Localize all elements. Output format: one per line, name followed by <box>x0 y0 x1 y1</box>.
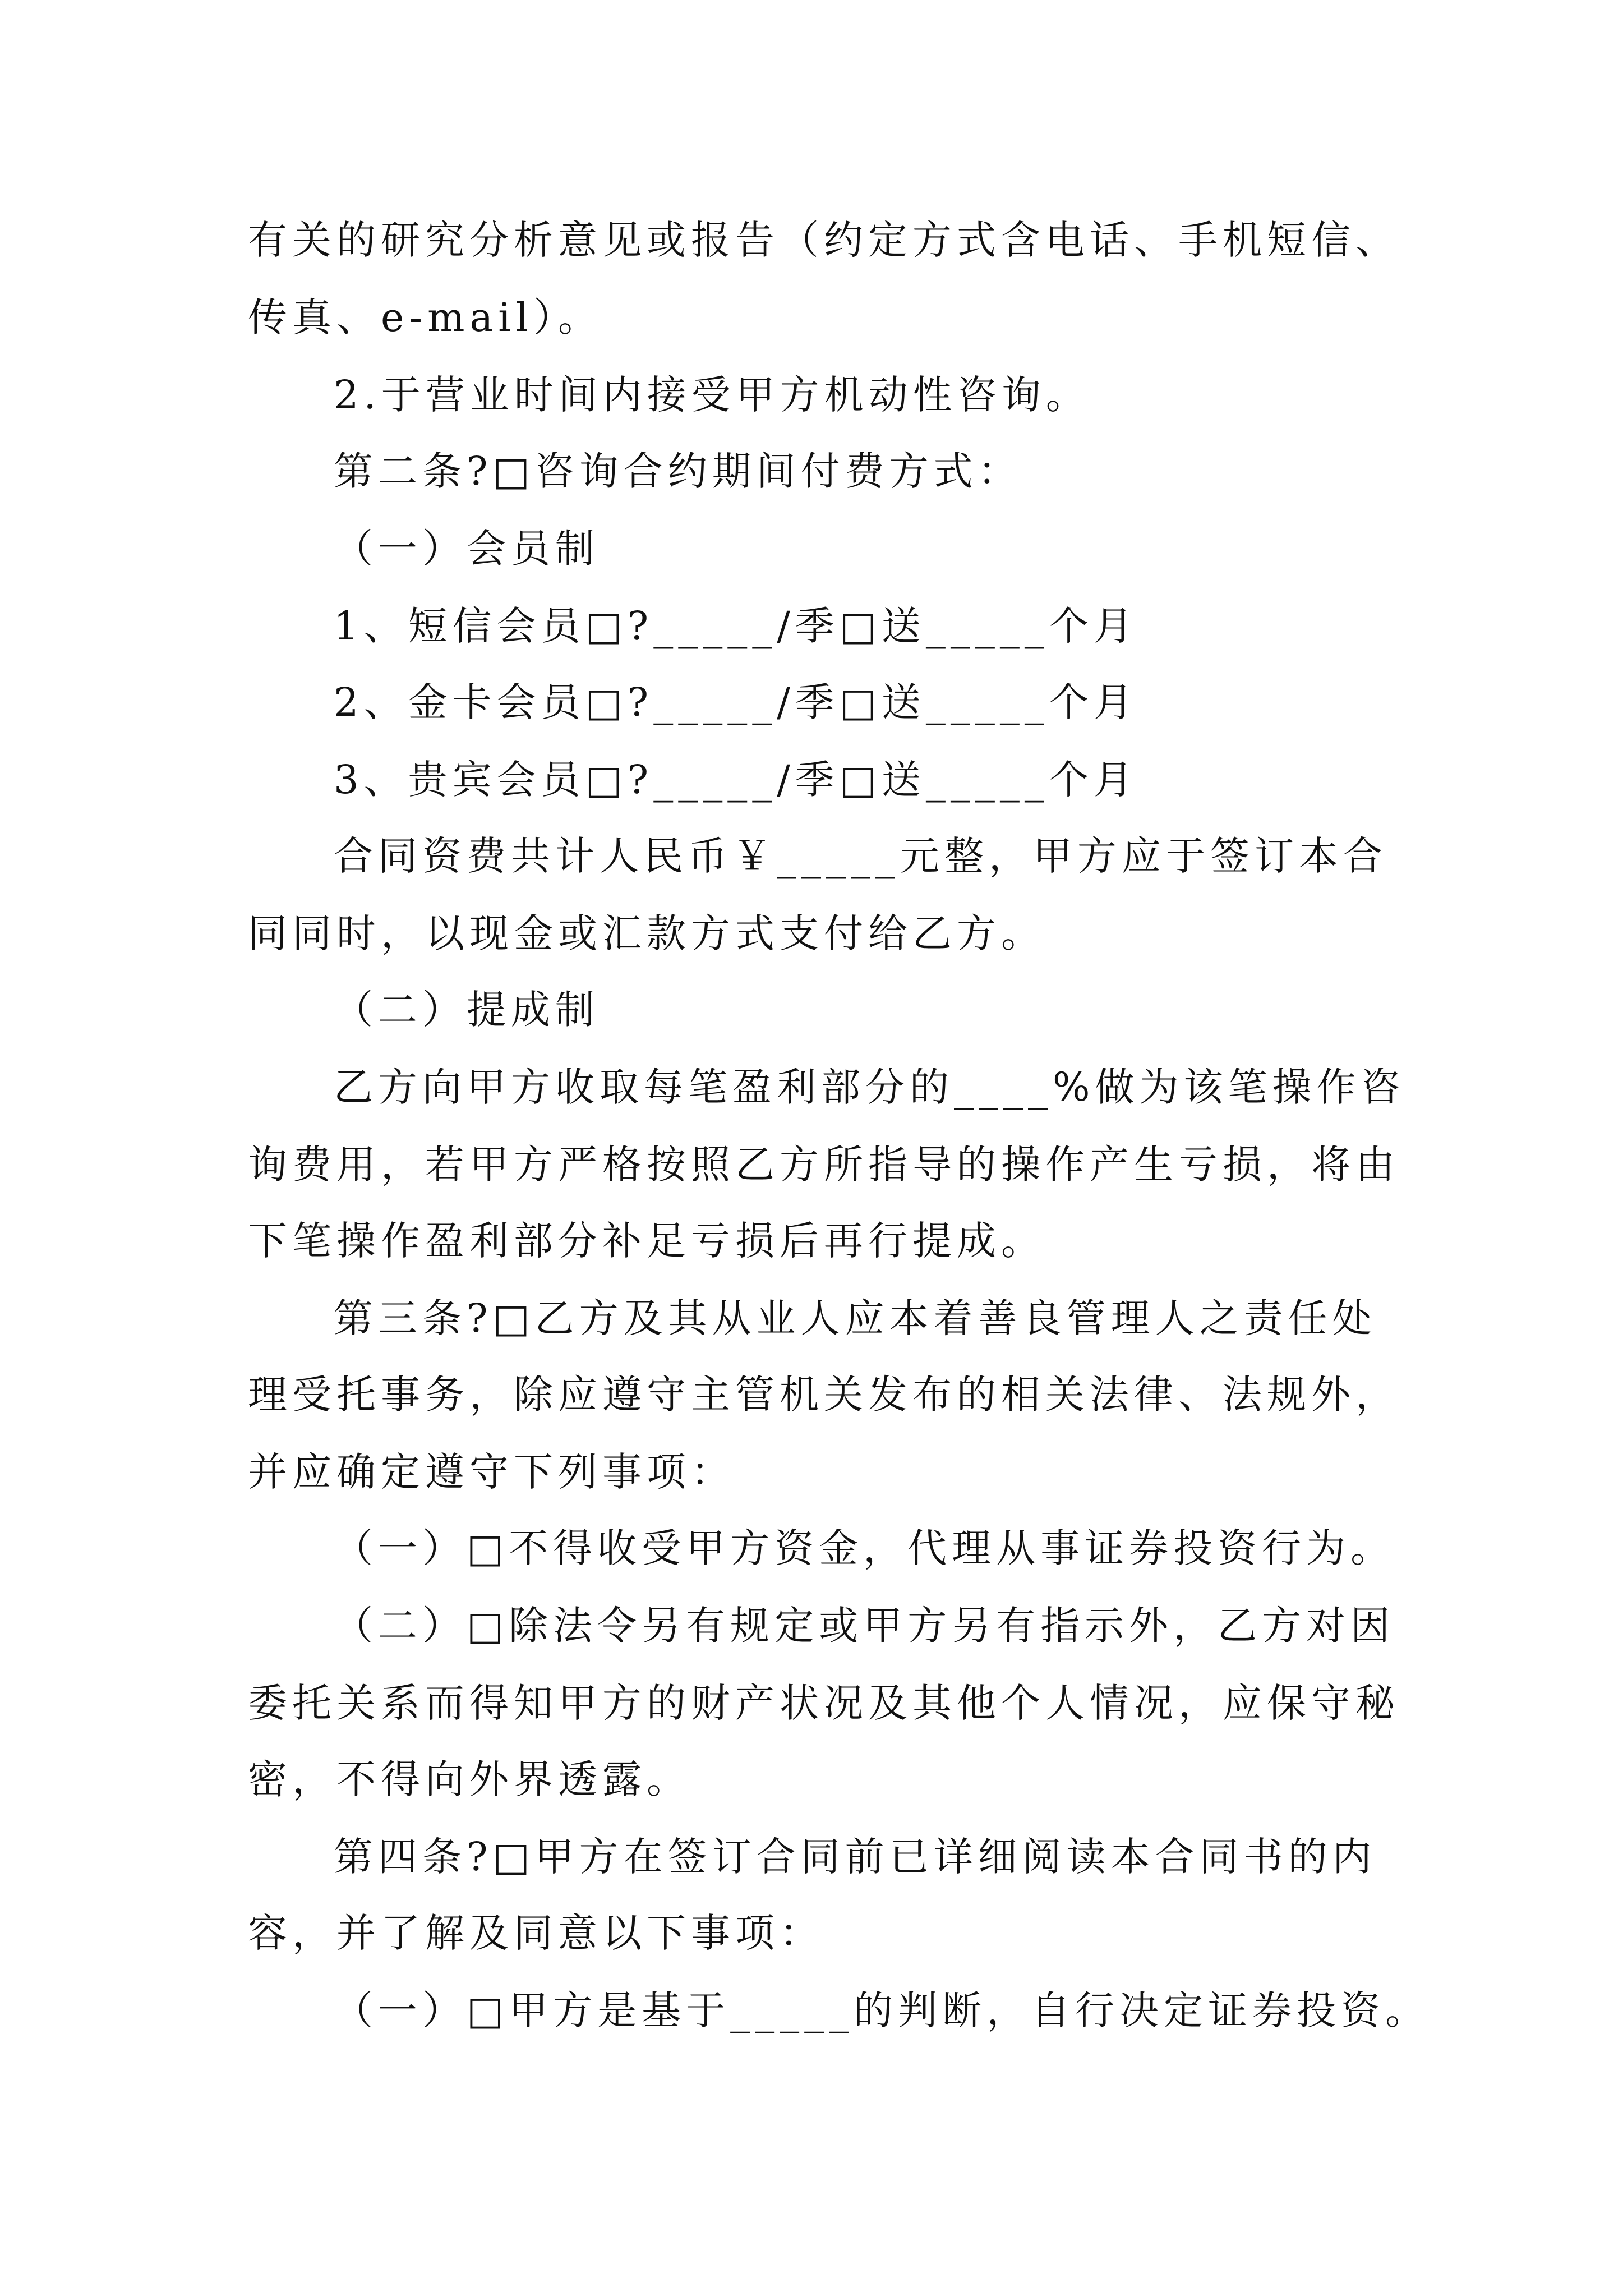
text-line: 下笔操作盈利部分补足亏损后再行提成。 <box>248 1218 1045 1264</box>
text-line: （一）□甲方是基于_____的判断，自行决定证券投资。 <box>334 1987 1430 2033</box>
section-heading: （一）会员制 <box>334 526 600 572</box>
text-line: 容，并了解及同意以下事项： <box>248 1910 824 1956</box>
section-heading: （二）提成制 <box>334 987 600 1033</box>
text-line: 密，不得向外界透露。 <box>248 1756 691 1802</box>
article-heading: 第四条?□甲方在签订合同前已详细阅读本合同书的内 <box>334 1834 1377 1880</box>
text-line: 2.于营业时间内接受甲方机动性咨询。 <box>334 372 1090 418</box>
text-line: 乙方向甲方收取每笔盈利部分的____%做为该笔操作咨 <box>334 1064 1405 1110</box>
text-line: 询费用，若甲方严格按照乙方所指导的操作产生亏损，将由 <box>248 1142 1400 1188</box>
article-heading: 第二条?□咨询合约期间付费方式： <box>334 448 1022 494</box>
text-line: 委托关系而得知甲方的财产状况及其他个人情况，应保守秘 <box>248 1680 1400 1726</box>
text-line: 3、贵宾会员□?_____/季□送_____个月 <box>334 757 1138 803</box>
text-line: 1、短信会员□?_____/季□送_____个月 <box>334 603 1138 649</box>
text-line: 传真、e-mail）。 <box>248 295 602 341</box>
text-line: 理受托事务，除应遵守主管机关发布的相关法律、法规外， <box>248 1372 1400 1418</box>
text-line: （二）□除法令另有规定或甲方另有指示外，乙方对因 <box>334 1603 1395 1649</box>
text-line: 合同资费共计人民币￥_____元整，甲方应于签订本合 <box>334 833 1387 879</box>
article-heading: 第三条?□乙方及其从业人应本着善良管理人之责任处 <box>334 1295 1377 1341</box>
text-line: 2、金卡会员□?_____/季□送_____个月 <box>334 679 1138 725</box>
text-line: 同同时，以现金或汇款方式支付给乙方。 <box>248 910 1045 956</box>
text-line: （一）□不得收受甲方资金，代理从事证券投资行为。 <box>334 1525 1395 1571</box>
text-line: 有关的研究分析意见或报告（约定方式含电话、手机短信、 <box>248 217 1400 263</box>
text-line: 并应确定遵守下列事项： <box>248 1449 735 1495</box>
